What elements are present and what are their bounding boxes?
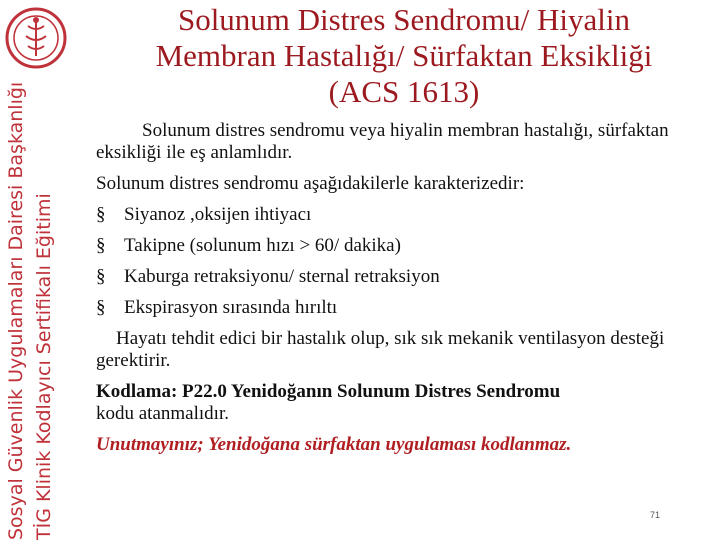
page-title: [88, 2, 720, 110]
list-item: [96, 204, 700, 226]
bullet-marker: §: [96, 266, 106, 287]
characterized-line: Solunum distres sendromu aşağıdakilerle karakterizedir:: [96, 173, 525, 194]
banner-line-1: Sosyal Güvenlik Uygulamaları Dairesi Başkanlığı: [5, 81, 27, 540]
bullet-text: Takipne (solunum hızı > 60/ dakika): [124, 235, 401, 256]
bullet-text: Siyanoz ,oksijen ihtiyacı: [124, 204, 312, 225]
content-body: [96, 120, 700, 456]
list-item: [96, 235, 700, 257]
ministry-logo-icon: [4, 6, 68, 70]
warning-line: Unutmayınız; Yenidoğana sürfaktan uygulaması kodlanmaz.: [96, 434, 572, 455]
title-line-1: Solunum Distres Sendromu/ Hiyalin: [177, 2, 631, 37]
list-item: [96, 266, 700, 288]
vertical-banner: [2, 70, 58, 540]
bullet-marker: §: [96, 204, 106, 225]
title-line-3: (ACS 1613): [328, 74, 480, 109]
bullet-text: Ekspirasyon sırasında hırıltı: [124, 297, 338, 318]
banner-line-2: TİG Klinik Kodlayıcı Sertifikalı Eğitimi: [33, 193, 55, 540]
coding-line: Kodlama: P22.0 Yenidoğanın Solunum Distres Sendromu: [96, 381, 561, 402]
intro-paragraph: Solunum distres sendromu veya hiyalin membran hastalığı, sürfaktan eksikliği ile eş anlamlıdır.: [96, 120, 669, 163]
bullet-text: Kaburga retraksiyonu/ sternal retraksiyon: [124, 266, 440, 287]
list-item: [96, 297, 700, 319]
title-line-2: Membran Hastalığı/ Sürfaktan Eksikliği: [155, 38, 653, 73]
threat-paragraph: Hayatı tehdit edici bir hastalık olup, sık sık mekanik ventilasyon desteği gerektirir.: [96, 328, 665, 371]
bullet-marker: §: [96, 297, 106, 318]
page-number: 71: [650, 510, 661, 520]
sidebar: [0, 0, 80, 540]
bullet-marker: §: [96, 235, 106, 256]
coding-tail: kodu atanmalıdır.: [96, 403, 229, 424]
